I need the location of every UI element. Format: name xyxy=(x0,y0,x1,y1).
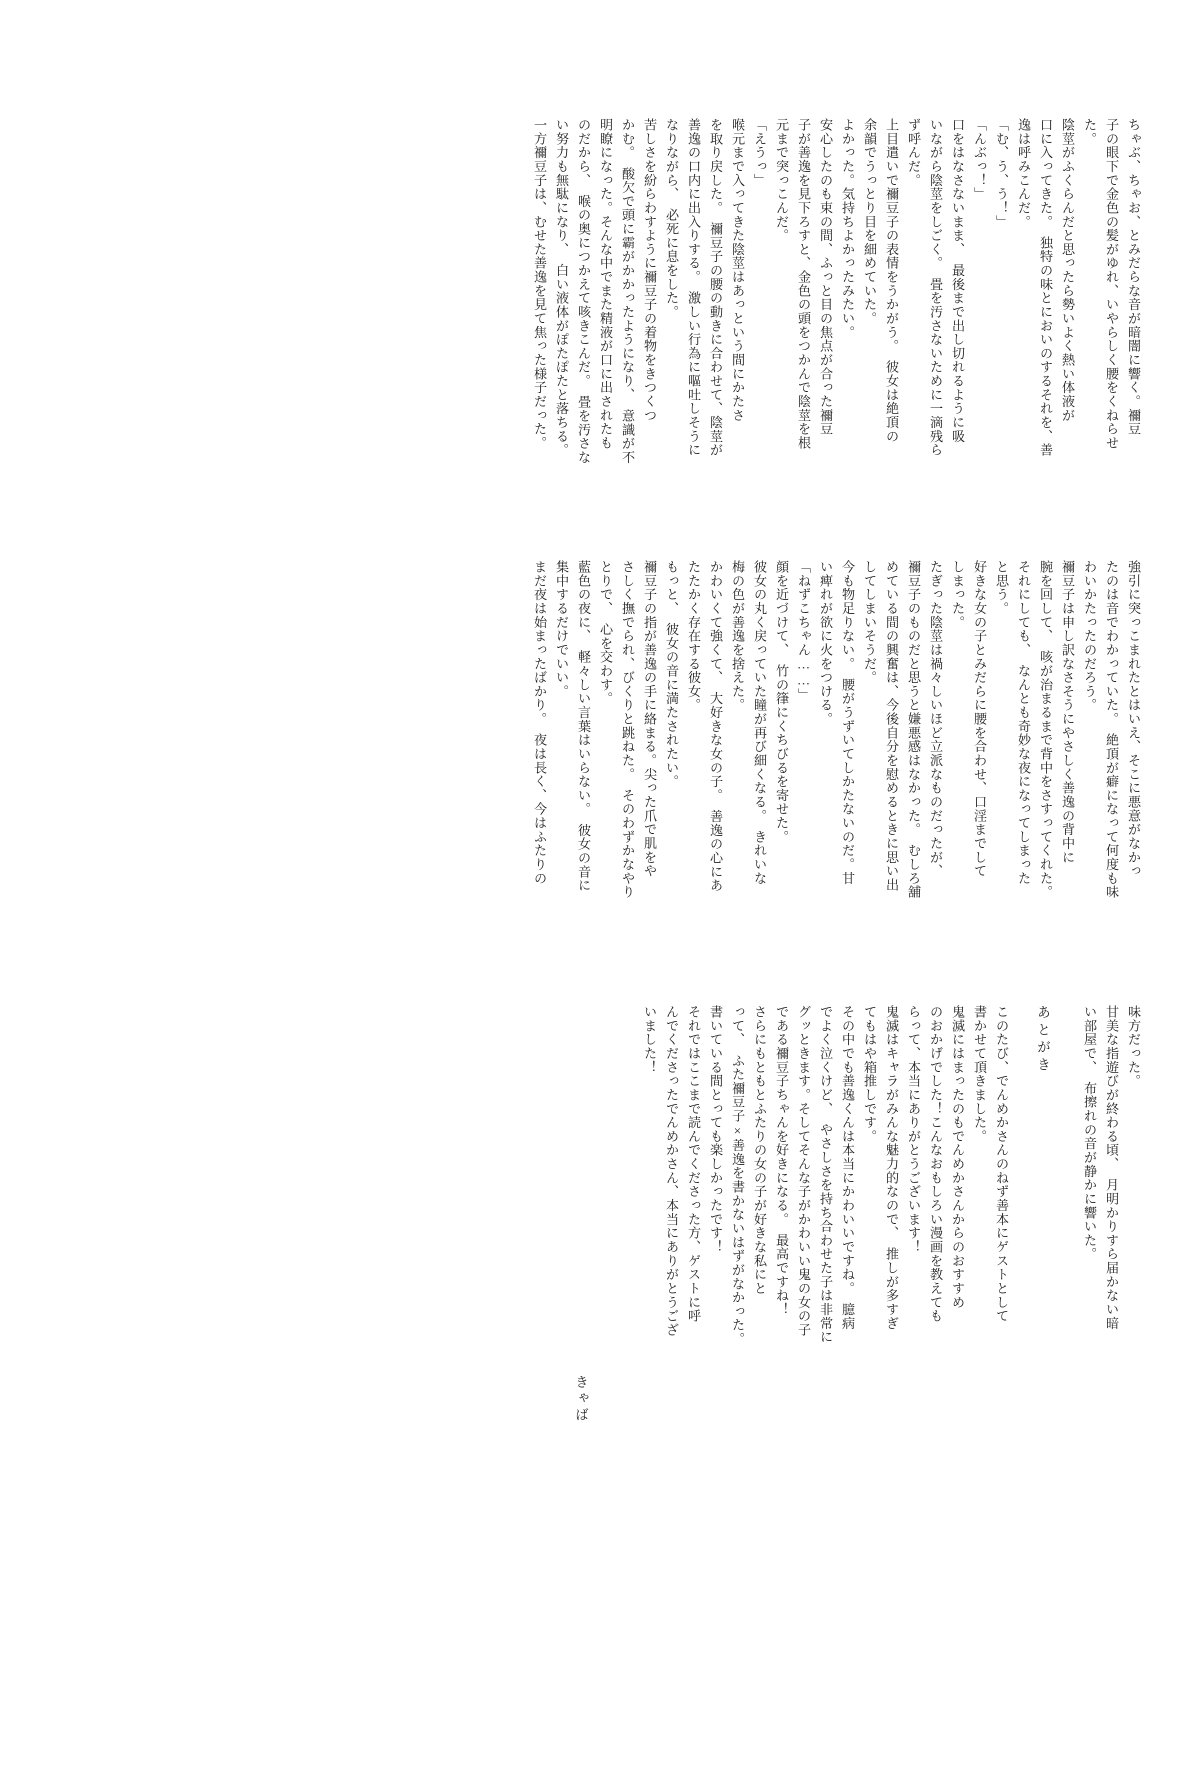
text-column: い部屋で、 布擦れの音が静かに響いた。 xyxy=(1082,1005,1097,1262)
text-column: 元まで突っこんだ。 xyxy=(774,118,789,243)
text-column: 書かせて頂きました。 xyxy=(972,1005,987,1144)
body-section-top xyxy=(524,118,1140,558)
text-column: 鬼滅にはまったのもでんめかさんからのおすすめ xyxy=(950,1005,965,1310)
text-column: って、 ふた禰豆子×善逸を書かないはずがなかった。 xyxy=(730,1005,745,1346)
text-column: 彼女の丸く戻っていた瞳が再び細くなる。 きれいな xyxy=(752,560,767,886)
text-column: 善逸の口内に出入りする。 激しい行為に嘔吐しそうに xyxy=(686,118,701,457)
text-column: 梅の色が善逸を捨えた。 xyxy=(730,560,745,713)
text-column: らって、本当にありがとうございます！ xyxy=(906,1005,921,1254)
author-signature: きゃば xyxy=(573,1375,588,1424)
text-column: てもはや箱推しです。 xyxy=(862,1005,877,1144)
text-column: よかった。気持ちよかったみたい。 xyxy=(840,118,855,340)
text-column: 今も物足りない。 腰がうずいてしかたないのだ。甘 xyxy=(840,560,855,886)
text-column: さしく撫でられ、びくりと跳ねた。 そのわずかなやり xyxy=(620,560,635,899)
text-column: である禰豆子ちゃんを好きになる。 最高ですね！ xyxy=(774,1005,789,1317)
text-column: ず呼んだ。 xyxy=(906,118,921,188)
text-column: 集中するだけでいい。 xyxy=(554,560,569,699)
text-column: ちゃぶ、ちゃお、とみだらな音が暗闇に響く。禰豆 xyxy=(1126,118,1141,436)
text-column: めている間の興奮は、今後自分を慰めるときに思い出 xyxy=(884,560,899,892)
text-column: 書いている間とっても楽しかったです！ xyxy=(708,1005,723,1254)
column-gap xyxy=(590,1005,612,1015)
text-column: たたかく存在する彼女。 xyxy=(686,560,701,713)
text-column: 強引に突っこまれたとはいえ、そこに悪意がなかっ xyxy=(1126,560,1141,878)
text-column: 口に入ってきた。 独特の味とにおいのするそれを、善 xyxy=(1038,118,1053,457)
text-column: 子の眼下で金色の髪がゆれ、いやらしく腰をくねらせ xyxy=(1104,118,1119,450)
body-section-middle xyxy=(524,560,1140,1000)
text-column: を取り戻した。 禰豆子の腰の動きに合わせて、陰莖が xyxy=(708,118,723,457)
text-column: 一方禰豆子は、むせた善逸を見て焦った様子だった。 xyxy=(532,118,547,450)
text-column: 口をはなさないまま、 最後まで出し切れるように吸 xyxy=(950,118,965,444)
text-column: た。 xyxy=(1082,118,1097,146)
text-column: 「ねずこちゃん……」 xyxy=(796,560,811,703)
text-column: たぎった陰莖は禍々しいほど立派なものだったが、 xyxy=(928,560,943,878)
text-column: 喉元まで入ってきた陰莖はあっという間にかたさ xyxy=(730,118,745,423)
text-column: 甘美な指遊びが終わる頃、 月明かりすら届かない暗 xyxy=(1104,1005,1119,1331)
text-column: 禰豆子のものだと思うと嫌悪感はなかった。 むしろ舖 xyxy=(906,560,921,899)
text-column: してしまいそうだ。 xyxy=(862,560,877,685)
text-column: 陰莖がふくらんだと思ったら勢いよく熱い体液が xyxy=(1060,118,1075,423)
text-column: かむ。 酸欠で頭に霸がかかったようになり、 意識が不 xyxy=(620,118,635,465)
text-column: 禰豆子は申し訳なさそうにやさしく善逸の背中に xyxy=(1060,560,1075,865)
text-column: なりながら、 必死に息をした。 xyxy=(664,118,679,319)
text-column: とりで、 心を交わす。 xyxy=(598,560,613,706)
text-column: まだ夜は始まったばかり。 夜は長く、今はふたりの xyxy=(532,560,547,886)
text-column: いました！ xyxy=(642,1005,657,1075)
text-column: 苦しさを紛らわすように禰豆子の着物をきつくつ xyxy=(642,118,657,423)
text-column: でよく泣くけど、 やさしさを持ち合わせた子は非常に xyxy=(818,1005,833,1344)
text-column: 逸は呼みこんだ。 xyxy=(1016,118,1031,229)
text-column: い努力も無駄になり、 白い液体がぽたぽたと落ちる。 xyxy=(554,118,569,457)
text-column: それにしても、 なんとも奇妙な夜になってしまった xyxy=(1016,560,1031,886)
text-column: い痺れが欲に火をつける。 xyxy=(818,560,833,726)
text-column: 好きな女の子とみだらに腰を合わせ、口淫までして xyxy=(972,560,987,878)
text-column: いながら陰莖をしごく。 畳を汚さないために一滴残ら xyxy=(928,118,943,457)
text-column: しまった。 xyxy=(950,560,965,630)
text-column: かわいくて強くて、 大好きな女の子。 善逸の心にあ xyxy=(708,560,723,893)
text-column: グッときます。そしてそんな子がかわいい鬼の女の子 xyxy=(796,1005,811,1337)
text-column: 「えうっ」 xyxy=(752,118,767,188)
text-column: のだから、 喉の奥につかえて咳きこんだ。 畳を汚さな xyxy=(576,118,591,465)
text-column: 顔を近づけて、 竹の箻にくちびるを寄せた。 xyxy=(774,560,789,844)
text-column: このたび、でんめかさんのねず善本にゲストとして xyxy=(994,1005,1009,1323)
column-gap xyxy=(1008,1005,1030,1015)
text-column: 藍色の夜に、 軽々しい言葉はいらない。 彼女の音に xyxy=(576,560,591,893)
text-column: のおかげでした！こんなおもしろい漫画を教えても xyxy=(928,1005,943,1323)
text-column: 味方だった。 xyxy=(1126,1005,1141,1088)
text-column: わいかたったのだろう。 xyxy=(1082,560,1097,713)
text-column: 安心したのも束の間、ふっと目の焦点が合った禰豆 xyxy=(818,118,833,436)
text-column: 「んぶっ！」 xyxy=(972,118,987,201)
afterword-section xyxy=(568,1005,1140,1445)
text-column: さらにもともとふたりの女の子が好きな私にと xyxy=(752,1005,767,1296)
text-column xyxy=(612,1005,634,1445)
text-column: 禰豆子の指が善逸の手に絡まる。尖った爪で肌をや xyxy=(642,560,657,878)
column-gap xyxy=(1052,1005,1074,1015)
text-column: 子が善逸を見下ろすと、金色の頭をつかんで陰莖を根 xyxy=(796,118,811,450)
text-column: 「む、う、う！」 xyxy=(994,118,1009,229)
text-column: 余韻でうっとり目を細めていた。 xyxy=(862,118,877,326)
text-column: 腕を回して、 咳が治まるまで背中をさすってくれた。 xyxy=(1038,560,1053,899)
text-column: それではここまで読んでくださった方、ゲストに呼 xyxy=(686,1005,701,1323)
text-column: 鬼滅はキャラがみんな魅力的なので、 推しが多すぎ xyxy=(884,1005,899,1331)
afterword-heading: あとがき xyxy=(1035,1005,1050,1076)
text-column: もっと、 彼女の音に満たされたい。 xyxy=(664,560,679,789)
text-column: と思う。 xyxy=(994,560,1009,616)
text-column: 上目遣いで禰豆子の表情をうかがう。 彼女は絶頂の xyxy=(884,118,899,444)
text-column: その中でも善逸くんは本当にかわいいですね。 臆病 xyxy=(840,1005,855,1331)
text-column: たのは音でわかっていた。 絶頂が癖になって何度も味 xyxy=(1104,560,1119,899)
text-column: 明瞭になった。そんな中でまた精液が口に出されたも xyxy=(598,118,613,450)
text-column: んでくださったでんめかさん、本当にありがとうござ xyxy=(664,1005,679,1337)
